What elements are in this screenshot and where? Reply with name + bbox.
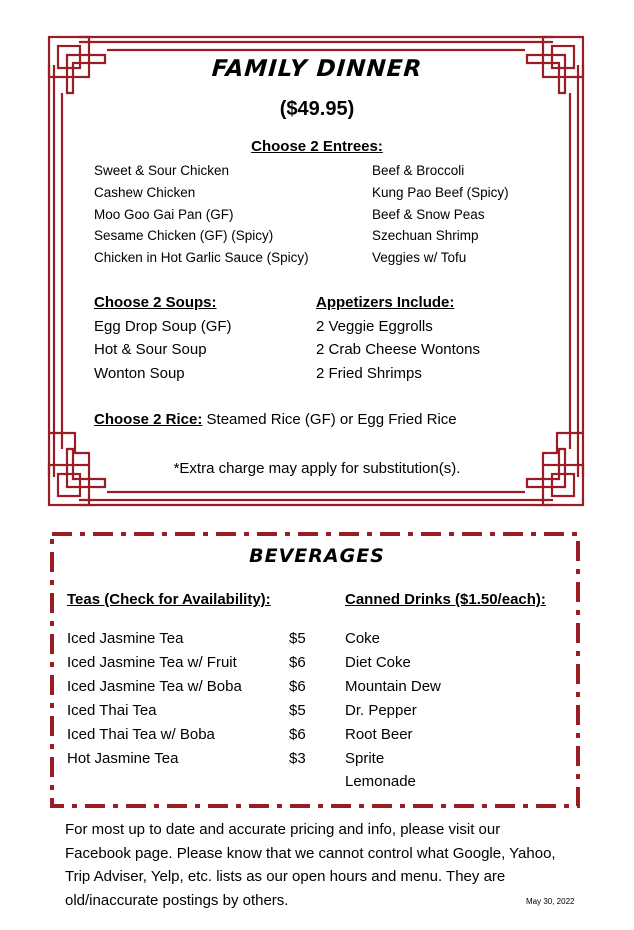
- tea-price: $5: [289, 701, 306, 719]
- entrees-right-list: [372, 160, 509, 269]
- list-item: Coke: [345, 630, 381, 647]
- canned-heading: Canned Drinks ($1.50/each):: [345, 591, 546, 608]
- canned-list: [345, 627, 441, 794]
- list-item: Beef & Broccoli: [372, 163, 465, 178]
- tea-name: Hot Jasmine Tea: [67, 749, 179, 767]
- list-item: Sesame Chicken (GF) (Spicy): [94, 228, 274, 244]
- list-item: 2 Veggie Eggrolls: [316, 317, 433, 335]
- document-date: May 30, 2022: [526, 897, 575, 906]
- list-item: 2 Crab Cheese Wontons: [316, 341, 480, 358]
- soups-section: [94, 291, 232, 385]
- list-item: Egg Drop Soup (GF): [94, 317, 232, 335]
- tea-name: Iced Jasmine Tea: [67, 630, 184, 647]
- list-item: Hot & Sour Soup: [94, 341, 207, 358]
- list-item: [67, 627, 307, 651]
- tea-name: Iced Thai Tea: [67, 701, 157, 719]
- list-item: Root Beer: [345, 725, 413, 743]
- tea-price: $6: [289, 725, 306, 743]
- list-item: 2 Fried Shrimps: [316, 364, 422, 382]
- list-item: Kung Pao Beef (Spicy): [372, 184, 509, 200]
- tea-name: Iced Thai Tea w/ Boba: [67, 725, 215, 743]
- footer-disclaimer: For most up to date and accurate pricing and info, please visit our Facebook page. Please know that we cannot control what Google, Yahoo, Trip Adviser, Yelp, etc. lists as our open hours and menu. They are old/inaccurate postings by others.: [65, 821, 556, 909]
- tea-price: $3: [289, 749, 306, 767]
- entrees-left-list: [94, 160, 309, 269]
- list-item: Beef & Snow Peas: [372, 206, 485, 222]
- family-dinner-price: ($49.95): [279, 98, 355, 120]
- tea-price: $5: [289, 630, 306, 647]
- list-item: [67, 699, 307, 723]
- teas-heading: Teas (Check for Availability):: [67, 591, 271, 608]
- tea-price: $6: [289, 677, 306, 695]
- rice-heading: Choose 2 Rice:: [94, 411, 203, 428]
- soups-heading: Choose 2 Soups:: [94, 294, 217, 311]
- list-item: Szechuan Shrimp: [372, 228, 479, 244]
- list-item: [67, 675, 307, 699]
- teas-list: [67, 627, 307, 770]
- appetizers-section: [316, 291, 480, 385]
- list-item: Lemonade: [345, 773, 416, 791]
- list-item: Diet Coke: [345, 653, 411, 671]
- appetizers-heading: Appetizers Include:: [316, 294, 455, 311]
- beverages-title: BEVERAGES: [249, 545, 385, 567]
- list-item: Wonton Soup: [94, 364, 185, 382]
- tea-name: Iced Jasmine Tea w/ Fruit: [67, 653, 237, 671]
- list-item: Veggies w/ Tofu: [372, 250, 467, 266]
- rice-line: [94, 411, 457, 428]
- tea-price: $6: [289, 653, 306, 671]
- entrees-heading: Choose 2 Entrees:: [251, 138, 383, 155]
- list-item: Cashew Chicken: [94, 184, 196, 200]
- tea-name: Iced Jasmine Tea w/ Boba: [67, 677, 242, 695]
- list-item: [67, 747, 307, 771]
- list-item: Moo Goo Gai Pan (GF): [94, 206, 234, 222]
- list-item: Dr. Pepper: [345, 701, 417, 719]
- list-item: Sprite: [345, 749, 385, 767]
- rice-options: Steamed Rice (GF) or Egg Fried Rice: [202, 411, 457, 428]
- list-item: Chicken in Hot Garlic Sauce (Spicy): [94, 250, 309, 266]
- list-item: [67, 651, 307, 675]
- substitution-note: *Extra charge may apply for substitution(s).: [173, 460, 461, 477]
- list-item: Mountain Dew: [345, 677, 441, 695]
- family-dinner-title: FAMILY DINNER: [210, 56, 424, 82]
- list-item: [67, 723, 307, 747]
- list-item: Sweet & Sour Chicken: [94, 163, 230, 178]
